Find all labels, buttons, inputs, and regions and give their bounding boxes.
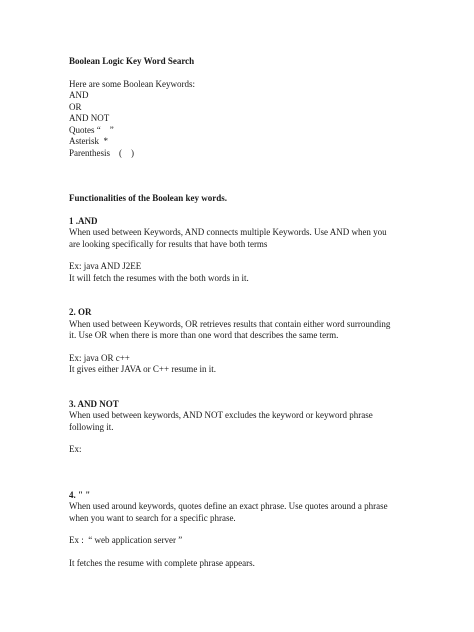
keyword-quotes: Quotes “ ” [69, 124, 114, 135]
keyword-or: OR [69, 101, 82, 112]
section-and-example: Ex: java AND J2EE [69, 261, 142, 271]
section-heading-and: 1 .AND [69, 215, 98, 226]
section-or-desc-1: When used between Keywords, OR retrieves results that contain either word surrounding [69, 318, 391, 329]
section-or-result: It gives either JAVA or C++ resume in it. [69, 364, 217, 374]
document-body [69, 56, 409, 569]
section-and-result: It will fetch the resumes with the both words in it. [69, 272, 249, 283]
section-heading-quotes: 4. " " [69, 489, 91, 500]
functionalities-heading: Functionalities of the Boolean key words. [69, 193, 228, 203]
keyword-and-not: AND NOT [69, 113, 110, 123]
section-or-desc-2: it. Use OR when there is more than one word that describes the same term. [69, 330, 339, 340]
section-heading-or: 2. OR [69, 307, 92, 317]
intro-text: Here are some Boolean Keywords: [69, 78, 195, 89]
section-quotes-desc-2: when you want to search for a specific phrase. [69, 512, 236, 523]
section-and-not-example: Ex: [69, 444, 82, 454]
section-or-example: Ex: java OR c++ [69, 352, 130, 363]
keyword-parenthesis: Parenthesis ( ) [69, 147, 134, 158]
document-title: Boolean Logic Key Word Search [69, 56, 195, 66]
section-quotes-example: Ex : “ web application server ” [69, 535, 183, 545]
section-and-desc-2: are looking specifically for results that have both terms [69, 238, 268, 249]
keyword-asterisk: Asterisk * [69, 136, 108, 146]
section-and-not-desc-2: following it. [69, 421, 114, 432]
section-quotes-result: It fetches the resume with complete phrase appears. [69, 557, 255, 568]
keyword-and: AND [69, 90, 89, 100]
section-and-not-desc-1: When used between keywords, AND NOT excludes the keyword or keyword phrase [69, 410, 373, 420]
section-quotes-desc-1: When used around keywords, quotes define an exact phrase. Use quotes around a phrase [69, 501, 388, 511]
section-and-desc-1: When used between Keywords, AND connects multiple Keywords. Use AND when you [69, 227, 387, 237]
section-heading-and-not: 3. AND NOT [69, 398, 119, 409]
